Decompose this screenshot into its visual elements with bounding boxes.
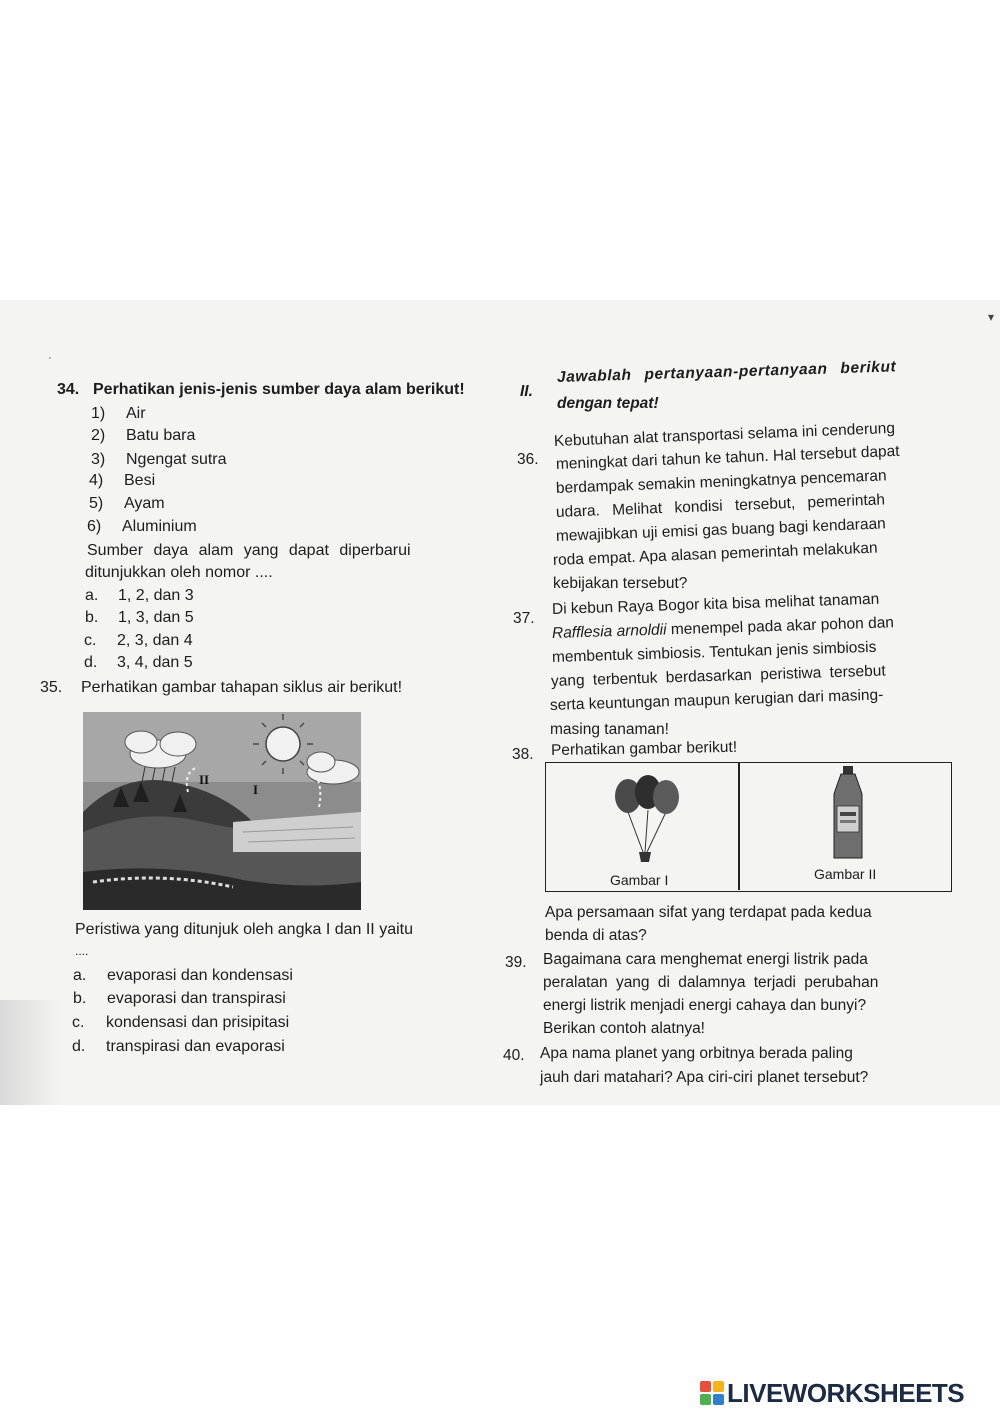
q34-option-letter: a.	[85, 587, 99, 604]
q34-option-letter: b.	[85, 609, 99, 626]
section-instruction: dengan tepat!	[557, 395, 659, 412]
logo-square	[713, 1394, 724, 1405]
q34-item-num: 1)	[91, 405, 106, 422]
q36-line: udara. Melihat kondisi tersebut, pemerintah	[555, 491, 886, 521]
q38-figure-divider	[738, 762, 740, 890]
q34-item-num: 5)	[89, 495, 104, 512]
q40-line: Apa nama planet yang orbitnya berada paling	[540, 1045, 853, 1062]
q37-species-name: Rafflesia arnoldii	[551, 621, 667, 642]
logo-square	[713, 1381, 724, 1392]
q36-line: mewajibkan uji emisi gas buang bagi kendaraan	[555, 515, 887, 545]
q34-item-label: Batu bara	[126, 427, 196, 444]
liveworksheets-logo[interactable]	[700, 1378, 964, 1408]
q34-item-num: 3)	[91, 451, 106, 468]
section-number: II.	[520, 383, 533, 400]
q38-caption-2: Gambar II	[814, 866, 877, 882]
q36-line: Kebutuhan alat transportasi selama ini cenderung	[553, 419, 896, 450]
q34-item-label: Ngengat sutra	[126, 451, 227, 468]
q40-number: 40.	[503, 1047, 525, 1064]
q37-line-rest: menempel pada akar pohon dan	[666, 614, 895, 639]
q35-option-letter: c.	[72, 1014, 85, 1031]
q38-question: Apa persamaan sifat yang terdapat pada kedua	[545, 904, 872, 921]
water-cycle-figure	[83, 712, 361, 910]
q34-item-num: 4)	[89, 472, 104, 489]
q34-item-label: Besi	[124, 472, 156, 489]
water-cycle-illustration	[83, 712, 361, 910]
q35-option-letter: b.	[73, 990, 87, 1007]
q35-option-a: evaporasi dan kondensasi	[107, 967, 293, 984]
q34-text: Perhatikan jenis-jenis sumber daya alam berikut!	[93, 381, 465, 398]
q39-line: Berikan contoh alatnya!	[543, 1020, 705, 1037]
q34-option-letter: c.	[84, 632, 97, 649]
q35-text: Perhatikan gambar tahapan siklus air berikut!	[81, 679, 403, 696]
q38-question: benda di atas?	[545, 927, 647, 944]
section-instruction: Jawablah pertanyaan-pertanyaan berikut	[556, 358, 897, 386]
q35-option-d: transpirasi dan evaporasi	[106, 1038, 285, 1055]
scan-speck: ·	[48, 350, 52, 364]
logo-square	[700, 1394, 711, 1405]
q39-line: peralatan yang di dalamnya terjadi perubahan	[543, 974, 879, 991]
q34-option-a: 1, 2, dan 3	[118, 587, 194, 604]
q40-line: jauh dari matahari? Apa ciri-ciri planet tersebut?	[540, 1069, 869, 1086]
q36-line: roda empat. Apa alasan pemerintah melakukan	[552, 539, 878, 569]
q39-number: 39.	[505, 954, 527, 971]
figure-label-i: I	[253, 782, 259, 797]
q34-item-label: Aluminium	[122, 518, 197, 535]
q34-option-b: 1, 3, dan 5	[118, 609, 194, 626]
q34-number: 34.	[57, 381, 80, 398]
balloons-icon	[600, 772, 690, 867]
q34-prompt: Sumber daya alam yang dapat diperbarui	[87, 542, 411, 559]
q37-line: membentuk simbiosis. Tentukan jenis simbiosis	[551, 638, 877, 666]
q37-line: Di kebun Raya Bogor kita bisa melihat tanaman	[551, 590, 880, 618]
figure-label-ii: II	[199, 772, 210, 787]
q36-line: berdampak semakin meningkatnya pencemaran	[555, 467, 887, 497]
page-edge-mark: ▾	[987, 310, 994, 324]
q35-option-letter: d.	[72, 1038, 86, 1055]
q34-option-letter: d.	[84, 654, 98, 671]
q34-prompt: ditunjukkan oleh nomor ....	[85, 564, 273, 581]
q35-option-c: kondensasi dan prisipitasi	[106, 1014, 290, 1031]
q38-text: Perhatikan gambar berikut!	[550, 738, 738, 759]
q34-item-label: Ayam	[124, 495, 165, 512]
logo-square	[700, 1381, 711, 1392]
q38-caption-1: Gambar I	[610, 872, 669, 888]
q34-item-label: Air	[126, 405, 146, 422]
liveworksheets-logo-icon	[700, 1381, 724, 1405]
q36-number: 36.	[517, 451, 539, 468]
q39-line: energi listrik menjadi energi cahaya dan bunyi?	[543, 997, 867, 1014]
q37-number: 37.	[513, 610, 535, 627]
q35-option-b: evaporasi dan transpirasi	[107, 990, 286, 1007]
q35-prompt: Peristiwa yang ditunjuk oleh angka I dan II yaitu	[75, 921, 413, 938]
q36-line: kebijakan tersebut?	[553, 575, 688, 592]
q34-option-d: 3, 4, dan 5	[117, 654, 193, 671]
liveworksheets-logo-text: LIVEWORKSHEETS	[727, 1377, 965, 1408]
q35-prompt: ....	[75, 944, 89, 958]
q37-line: yang terbentuk berdasarkan peristiwa tersebut	[550, 662, 886, 690]
q39-line: Bagaimana cara menghemat energi listrik pada	[543, 951, 868, 968]
q36-line: meningkat dari tahun ke tahun. Hal tersebut dapat	[555, 442, 900, 473]
q38-number: 38.	[512, 746, 534, 763]
page-fold-shadow	[0, 1000, 60, 1105]
q37-line: serta keuntungan maupun kerugian dari masing-	[549, 686, 884, 714]
bottle-icon	[828, 764, 868, 862]
sun-icon	[266, 727, 300, 761]
q35-number: 35.	[40, 679, 63, 696]
q34-item-num: 6)	[87, 518, 102, 535]
q35-option-letter: a.	[73, 967, 87, 984]
q34-item-num: 2)	[91, 427, 106, 444]
q34-option-c: 2, 3, dan 4	[117, 632, 193, 649]
q37-line: masing tanaman!	[550, 721, 669, 738]
